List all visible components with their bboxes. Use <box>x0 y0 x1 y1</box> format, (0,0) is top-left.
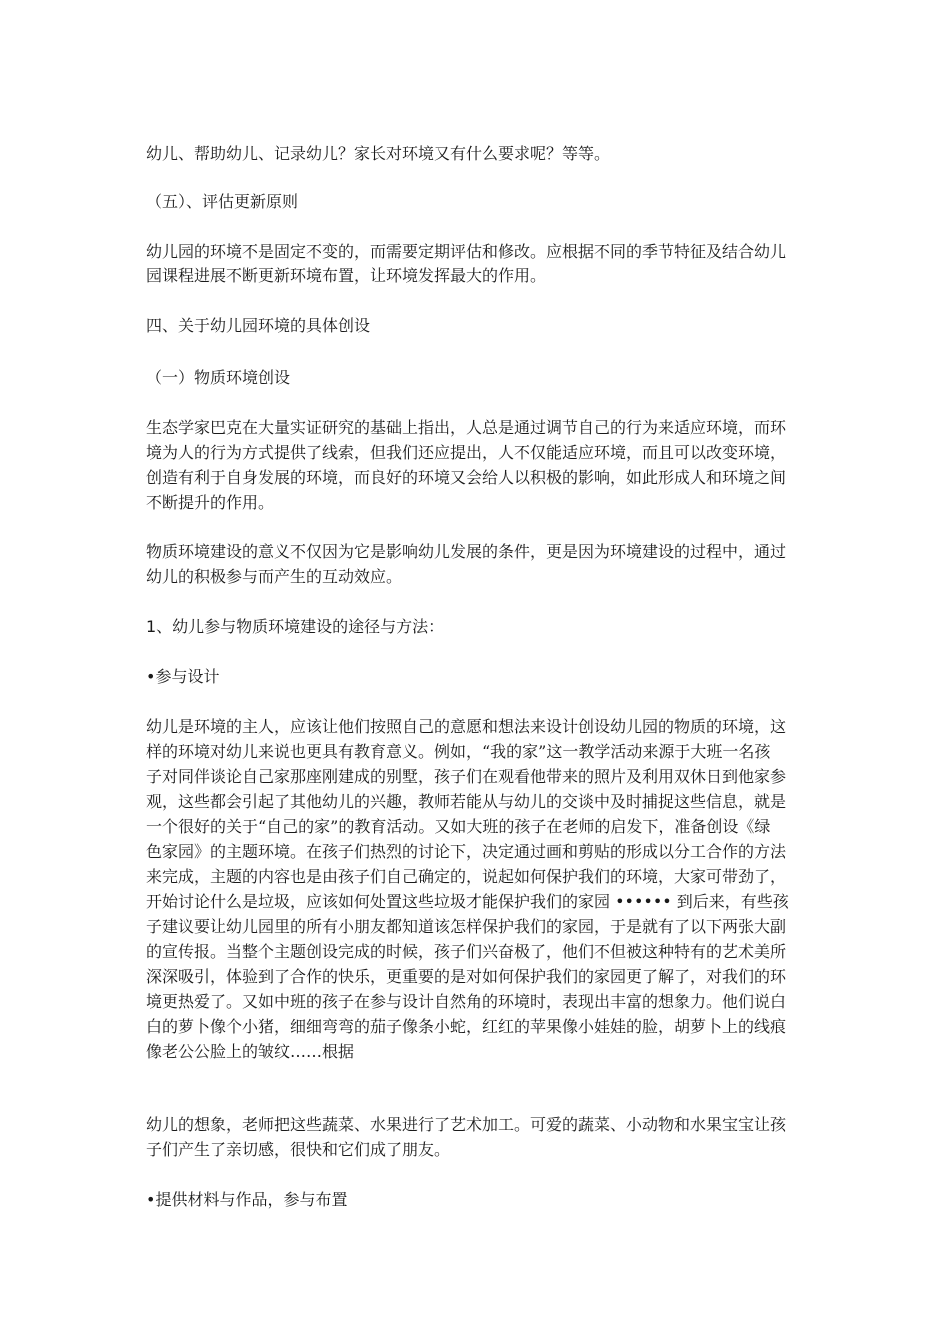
paragraph-line: 像老公公脸上的皱纹……根据 <box>146 1042 355 1061</box>
paragraph-line: 境为人的行为方式提供了线索，但我们还应提出，人不仅能适应环境，而且可以改变环境， <box>146 443 787 462</box>
section-heading: （五）、评估更新原则 <box>146 192 299 211</box>
paragraph-line: 园课程进展不断更新环境布置，让环境发挥最大的作用。 <box>146 266 547 285</box>
paragraph-line: 幼儿园的环境不是固定不变的，而需要定期评估和修改。应根据不同的季节特征及结合幼儿 <box>146 242 787 261</box>
paragraph-line: 来完成，主题的内容也是由孩子们自己确定的，说起如何保护我们的环境，大家可带劲了， <box>146 867 787 886</box>
paragraph-line: 样的环境对幼儿来说也更具有教育意义。例如，“我的家”这一教学活动来源于大班一名孩 <box>146 742 771 761</box>
paragraph-line: 不断提升的作用。 <box>146 493 275 512</box>
section-heading: 四、关于幼儿园环境的具体创设 <box>146 316 371 335</box>
paragraph-line: 幼儿、帮助幼儿、记录幼儿？家长对环境又有什么要求呢？等等。 <box>146 144 611 163</box>
paragraph-line: 子们产生了亲切感，很快和它们成了朋友。 <box>146 1140 451 1159</box>
paragraph-line: 物质环境建设的意义不仅因为它是影响幼儿发展的条件，更是因为环境建设的过程中，通过 <box>146 542 787 561</box>
paragraph-line: 色家园》的主题环境。在孩子们热烈的讨论下，决定通过画和剪贴的形成以分工合作的方法 <box>146 842 787 861</box>
paragraph-line: 深深吸引，体验到了合作的快乐，更重要的是对如何保护我们的家园更了解了，对我们的环 <box>146 967 787 986</box>
paragraph-line: 幼儿的积极参与而产生的互动效应。 <box>146 567 403 586</box>
paragraph-line: 白的萝卜像个小猪，细细弯弯的茄子像条小蛇，红红的苹果像小娃娃的脸，胡萝卜上的线痕 <box>146 1017 787 1036</box>
paragraph-line: 开始讨论什么是垃圾，应该如何处置这些垃圾才能保护我们的家园 •••••• 到后来，有些孩 <box>146 892 789 911</box>
paragraph-line: 幼儿的想象，老师把这些蔬菜、水果进行了艺术加工。可爱的蔬菜、小动物和水果宝宝让孩 <box>146 1115 787 1134</box>
paragraph-line: 境更热爱了。又如中班的孩子在参与设计自然角的环境时，表现出丰富的想象力。他们说白 <box>146 992 787 1011</box>
bullet-item: •提供材料与作品，参与布置 <box>146 1190 348 1209</box>
paragraph-line: 创造有利于自身发展的环境，而良好的环境又会给人以积极的影响，如此形成人和环境之间 <box>146 468 787 487</box>
bullet-item: •参与设计 <box>146 667 220 686</box>
paragraph-line: 观，这些都会引起了其他幼儿的兴趣，教师若能从与幼儿的交谈中及时捕捉这些信息，就是 <box>146 792 787 811</box>
paragraph-line: 幼儿是环境的主人，应该让他们按照自己的意愿和想法来设计创设幼儿园的物质的环境，这 <box>146 717 787 736</box>
paragraph-line: 子对同伴谈论自己家那座刚建成的别墅，孩子们在观看他带来的照片及利用双休日到他家参 <box>146 767 787 786</box>
paragraph-line: 生态学家巴克在大量实证研究的基础上指出，人总是通过调节自己的行为来适应环境，而环 <box>146 418 787 437</box>
section-heading: （一）物质环境创设 <box>146 368 291 387</box>
section-heading: 1、幼儿参与物质环境建设的途径与方法： <box>146 617 445 636</box>
paragraph-line: 的宣传报。当整个主题创设完成的时候，孩子们兴奋极了，他们不但被这种特有的艺术美所 <box>146 942 787 961</box>
paragraph-line: 一个很好的关于“自己的家”的教育活动。又如大班的孩子在老师的启发下，准备创设《绿 <box>146 817 771 836</box>
paragraph-line: 子建议要让幼儿园里的所有小朋友都知道该怎样保护我们的家园，于是就有了以下两张大副 <box>146 917 787 936</box>
